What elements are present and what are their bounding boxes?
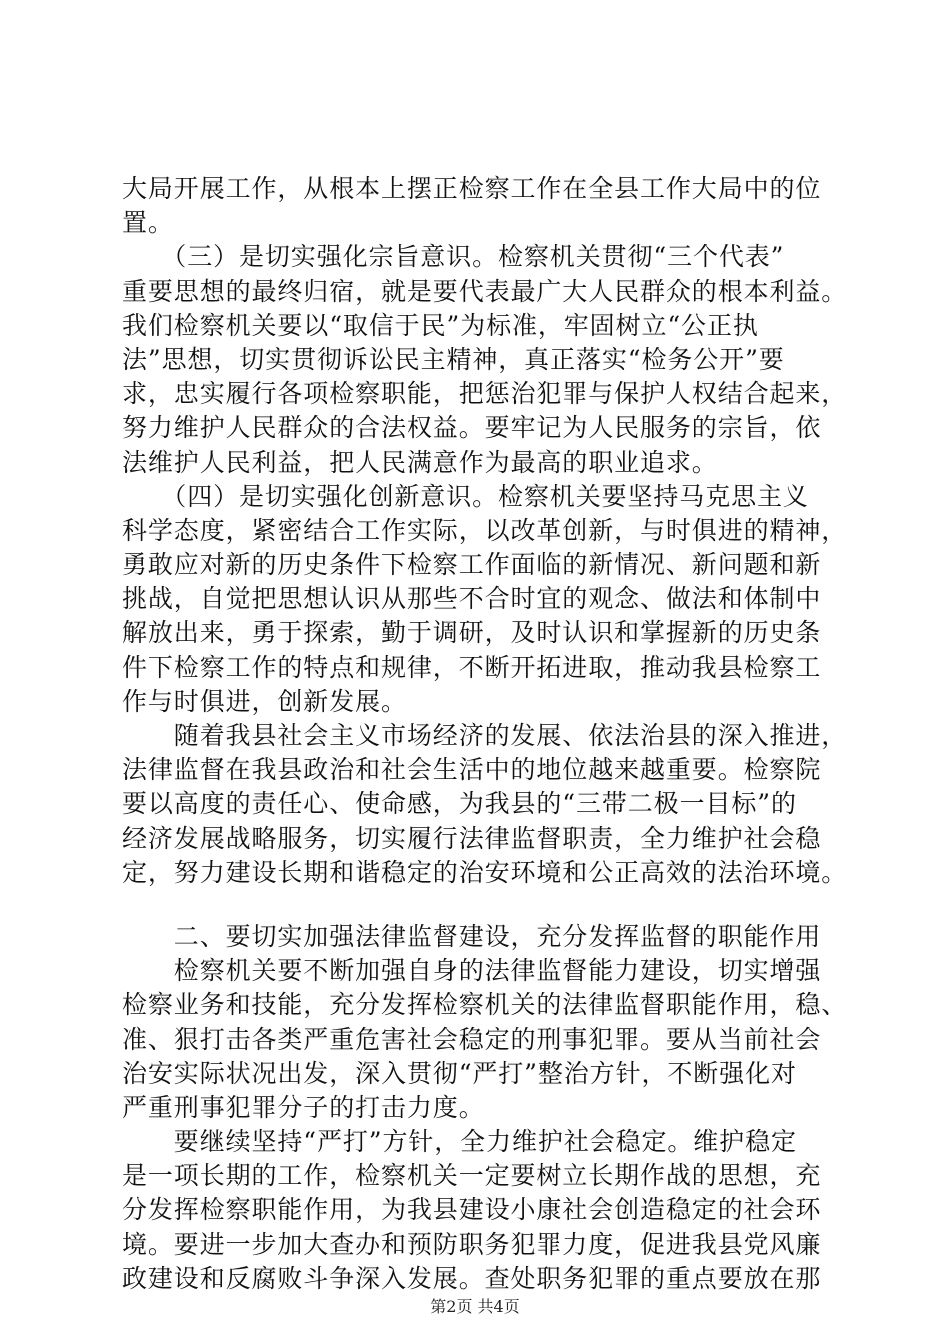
text-line: 我们检察机关要以“取信于民”为标准，牢固树立“公正执 xyxy=(122,310,759,340)
text-line: 要以高度的责任心、使命感，为我县的“三带二极一目标”的 xyxy=(122,789,797,819)
text-line: 法”思想，切实贯彻诉讼民主精神，真正落实“检务公开”要 xyxy=(122,344,785,374)
text-line: 作与时俱进，创新发展。 xyxy=(122,686,407,716)
text-line: 努力维护人民群众的合法权益。要牢记为人民服务的宗旨，依 xyxy=(122,413,822,443)
text-line: 政建设和反腐败斗争深入发展。查处职务犯罪的重点要放在那 xyxy=(122,1263,822,1293)
text-line: 勇敢应对新的历史条件下检察工作面临的新情况、新问题和新 xyxy=(122,550,822,580)
paragraph-gap xyxy=(122,890,834,920)
text-line: 法维护人民利益，把人民满意作为最高的职业追求。 xyxy=(122,447,718,477)
text-line: 定，努力建设长期和谐稳定的治安环境和公正高效的法治环境。 xyxy=(122,857,848,887)
text-line: 检察机关要不断加强自身的法律监督能力建设，切实增强 xyxy=(122,956,822,986)
text-line: 治安实际状况出发，深入贯彻“严打”整治方针，不断强化对 xyxy=(122,1058,797,1088)
section-heading: 二、要切实加强法律监督建设，充分发挥监督的职能作用 xyxy=(122,921,822,951)
text-line: 经济发展战略服务，切实履行法律监督职责，全力维护社会稳 xyxy=(122,823,822,853)
text-line: 件下检察工作的特点和规律，不断开拓进取，推动我县检察工 xyxy=(122,652,822,682)
text-line: 挑战，自觉把思想认识从那些不合时宜的观念、做法和体制中 xyxy=(122,584,822,614)
text-line: 随着我县社会主义市场经济的发展、依法治县的深入推进， xyxy=(122,721,848,750)
text-line: 科学态度，紧密结合工作实际，以改革创新，与时俱进的精神， xyxy=(122,515,848,545)
text-line: 严重刑事犯罪分子的打击力度。 xyxy=(122,1092,485,1122)
text-line: 置。 xyxy=(122,208,174,238)
text-line: 是一项长期的工作，检察机关一定要树立长期作战的思想，充 xyxy=(122,1161,822,1191)
text-line: 重要思想的最终归宿，就是要代表最广大人民群众的根本利益。 xyxy=(122,276,848,306)
text-line: 准、狠打击各类严重危害社会稳定的刑事犯罪。要从当前社会 xyxy=(122,1024,822,1054)
text-line: （三）是切实强化宗旨意识。检察机关贯彻“三个代表” xyxy=(122,242,785,272)
document-body xyxy=(122,172,848,1296)
text-line: 境。要进一步加大查办和预防职务犯罪力度，促进我县党风廉 xyxy=(122,1229,822,1259)
text-line: 大局开展工作，从根本上摆正检察工作在全县工作大局中的位 xyxy=(122,174,822,203)
text-line: 解放出来，勇于探索，勤于调研，及时认识和掌握新的历史条 xyxy=(122,618,822,648)
page-indicator: 第2页 共4页 xyxy=(430,1297,520,1316)
text-line: （四）是切实强化创新意识。检察机关要坚持马克思主义 xyxy=(122,481,809,511)
text-line: 法律监督在我县政治和社会生活中的地位越来越重要。检察院 xyxy=(122,755,822,785)
text-line: 检察业务和技能，充分发挥检察机关的法律监督职能作用，稳、 xyxy=(122,990,848,1020)
text-line: 求，忠实履行各项检察职能，把惩治犯罪与保护人权结合起来， xyxy=(122,379,848,409)
text-line: 要继续坚持“严打”方针，全力维护社会稳定。维护稳定 xyxy=(122,1127,797,1157)
text-line: 分发挥检察职能作用，为我县建设小康社会创造稳定的社会环 xyxy=(122,1195,822,1225)
